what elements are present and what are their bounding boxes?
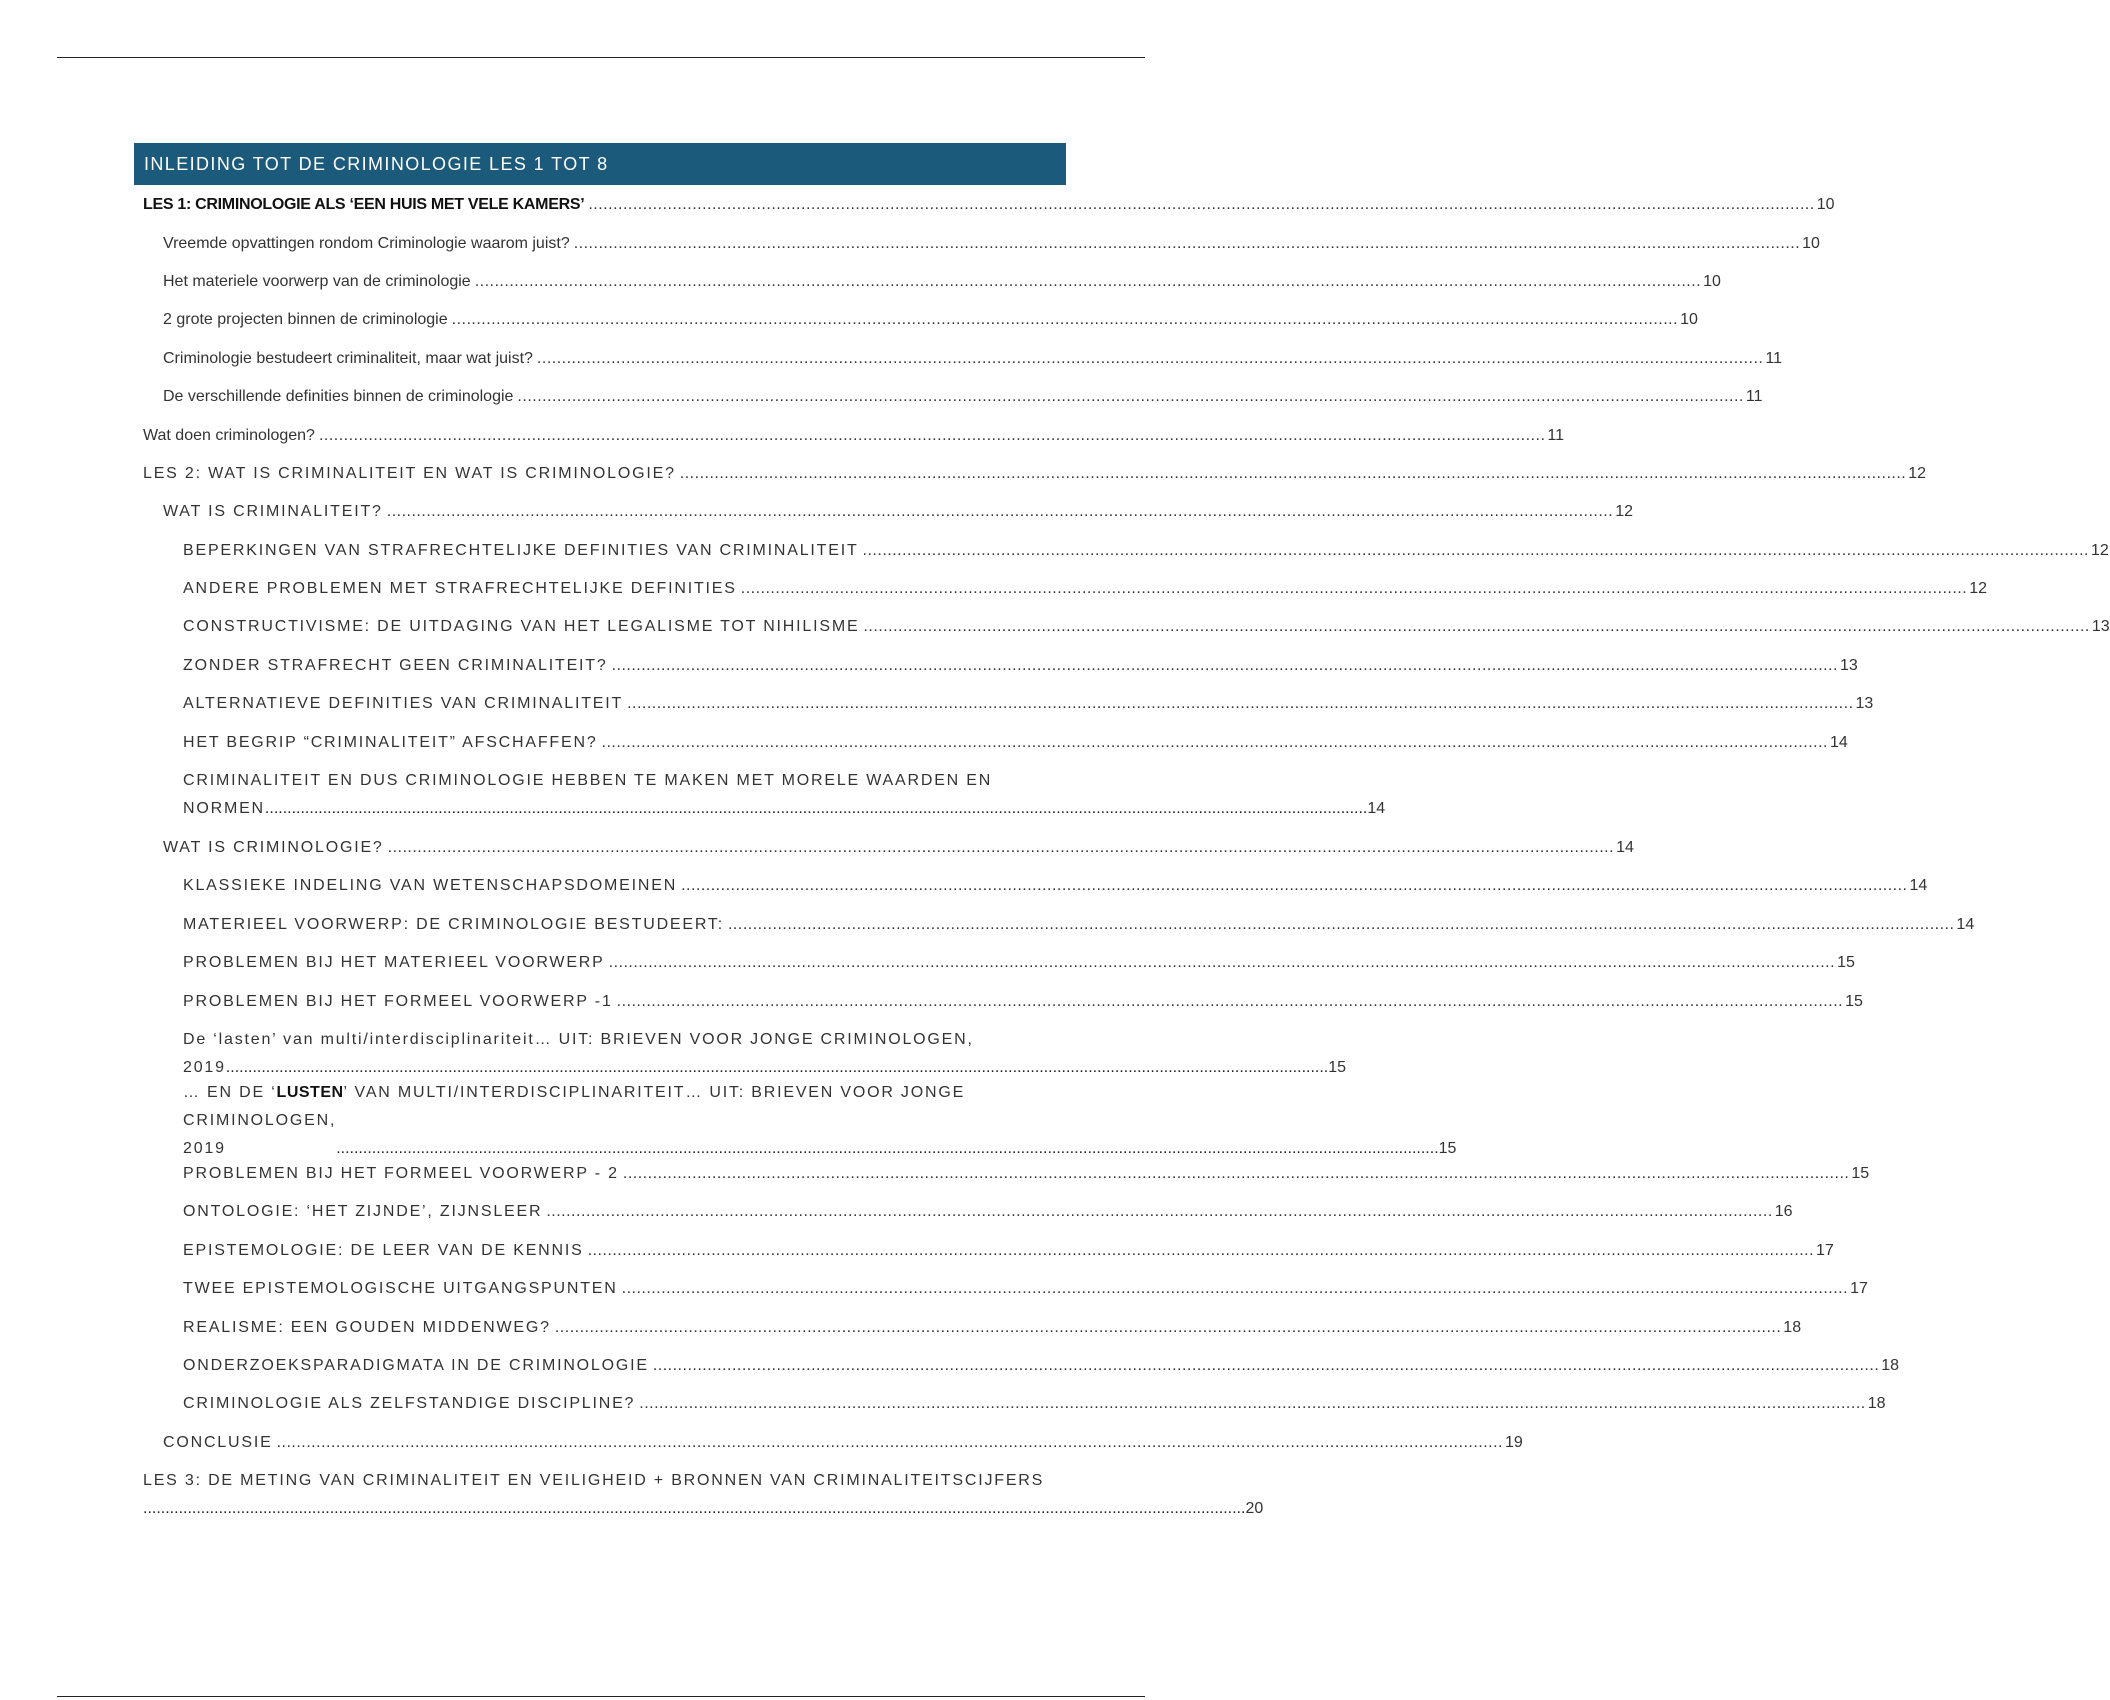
- dot-leader: ........................................................................................................................................................................................................................................................: [517, 388, 1744, 406]
- toc-entry-title: PROBLEMEN BIJ HET FORMEEL VOORWERP - 2: [183, 1165, 619, 1182]
- dot-leader: ........................................................................................................................................................................................................................................................: [627, 695, 1854, 713]
- toc-entry-title-line1: LES 3: DE METING VAN CRIMINALITEIT EN VEILIGHEID + BRONNEN VAN CRIMINALITEITSCIJFERS: [143, 1472, 1045, 1490]
- toc-entry-title: LES 2: WAT IS CRIMINALITEIT EN WAT IS CRIMINOLOGIE?: [143, 464, 676, 482]
- toc-entry-title: Het materiele voorwerp van de criminologie: [163, 272, 471, 290]
- toc-entry-title: ZONDER STRAFRECHT GEEN CRIMINALITEIT?: [183, 656, 608, 674]
- dot-leader: ........................................................................................................................................................................................................................................................: [474, 272, 1702, 290]
- dot-leader: ........................................................................................................................................................................................................................................................: [143, 1500, 1246, 1518]
- dot-leader: ........................................................................................................................................................................................................................................................: [225, 1059, 1329, 1077]
- toc-entry-title: TWEE EPISTEMOLOGISCHE UITGANGSPUNTEN: [183, 1280, 618, 1298]
- toc-entry-page: 18: [1881, 1356, 1900, 1374]
- toc-entry[interactable]: [134, 263, 1721, 301]
- dot-leader: ........................................................................................................................................................................................................................................................: [681, 877, 1908, 895]
- toc-entry[interactable]: [134, 1155, 1870, 1193]
- toc-entry[interactable]: [134, 1021, 1347, 1088]
- toc-entry-title: MATERIEEL VOORWERP: DE CRIMINOLOGIE BESTUDEERT:: [183, 915, 724, 933]
- toc-entry[interactable]: [134, 1347, 1900, 1385]
- toc-entry[interactable]: [134, 570, 1987, 608]
- toc-entry-title: WAT IS CRIMINALITEIT?: [163, 503, 383, 521]
- dot-leader: ........................................................................................................................................................................................................................................................: [276, 1433, 1503, 1451]
- dot-leader: ........................................................................................................................................................................................................................................................: [451, 311, 1679, 329]
- dot-leader: ........................................................................................................................................................................................................................................................: [862, 541, 2089, 559]
- dot-leader: ........................................................................................................................................................................................................................................................: [554, 1318, 1782, 1336]
- toc-entry[interactable]: [134, 186, 1835, 224]
- dot-leader: ........................................................................................................................................................................................................................................................: [546, 1203, 1773, 1221]
- toc-entry-page: 12: [1615, 503, 1633, 521]
- toc-entry[interactable]: [134, 1462, 1264, 1529]
- toc-entry-page: 11: [1765, 349, 1782, 367]
- dot-leader: ........................................................................................................................................................................................................................................................: [652, 1356, 1880, 1374]
- toc-entry-title: Criminologie bestudeert criminaliteit, maar wat juist?: [163, 349, 533, 367]
- toc-entry-page: 17: [1850, 1280, 1868, 1298]
- toc-entry-title: ONTOLOGIE: ‘HET ZIJNDE’, ZIJNSLEER: [183, 1203, 543, 1221]
- dot-leader: ........................................................................................................................................................................................................................................................: [616, 992, 1844, 1010]
- toc-entry-page: 14: [1909, 877, 1928, 895]
- toc-entry-page: 13: [2091, 618, 2110, 636]
- toc-entry[interactable]: [134, 301, 1698, 339]
- toc-entry-title: REALISME: EEN GOUDEN MIDDENWEG?: [183, 1318, 551, 1336]
- toc-entry-page: 15: [1837, 954, 1855, 972]
- toc-entry-title: ONDERZOEKSPARADIGMATA IN DE CRIMINOLOGIE: [183, 1356, 649, 1374]
- toc-entry-page: 11: [1745, 388, 1763, 406]
- toc-entry-page: 10: [1802, 234, 1820, 252]
- toc-entry-page: 10: [1680, 311, 1698, 329]
- toc-entry-title: WAT IS CRIMINOLOGIE?: [163, 839, 384, 857]
- dot-leader: ........................................................................................................................................................................................................................................................: [727, 915, 1955, 933]
- toc-entry-title: Wat doen criminologen?: [143, 426, 315, 444]
- toc-entry[interactable]: [134, 224, 1820, 262]
- dot-leader: ........................................................................................................................................................................................................................................................: [679, 464, 1907, 482]
- toc-entry-page: 18: [1783, 1318, 1802, 1336]
- toc-entry-title: ALTERNATIEVE DEFINITIES VAN CRIMINALITEIT: [183, 695, 624, 713]
- dot-leader: ........................................................................................................................................................................................................................................................: [621, 1280, 1849, 1298]
- dot-leader: ........................................................................................................................................................................................................................................................: [622, 1165, 1850, 1182]
- toc-entry-page: 12: [1969, 580, 1987, 598]
- toc-entry[interactable]: [134, 723, 1848, 761]
- toc-entry-title: 2 grote projecten binnen de criminologie: [163, 311, 448, 329]
- toc-entry-page: 12: [1908, 464, 1927, 482]
- toc-entry-page: 12: [2090, 541, 2109, 559]
- toc-entry-page: 13: [1840, 656, 1858, 674]
- dot-leader: ........................................................................................................................................................................................................................................................: [740, 580, 1968, 598]
- toc-header: INLEIDING TOT DE CRIMINOLOGIE LES 1 TOT 8: [134, 143, 1066, 185]
- toc-entry-page: 15: [1328, 1059, 1347, 1077]
- toc-entry-title-line2: 2019: [183, 1059, 226, 1077]
- toc-entry[interactable]: [134, 944, 1855, 982]
- toc-entry-title: KLASSIEKE INDELING VAN WETENSCHAPSDOMEINEN: [183, 877, 678, 895]
- toc-entry-page: 14: [1956, 915, 1975, 933]
- toc-entry-page: 18: [1867, 1395, 1886, 1413]
- dot-leader: ........................................................................................................................................................................................................................................................: [608, 954, 1836, 972]
- toc-entry-page: 14: [1367, 800, 1386, 818]
- toc-entry[interactable]: [134, 378, 1763, 416]
- toc-entry-title: HET BEGRIP “CRIMINALITEIT” AFSCHAFFEN?: [183, 733, 598, 751]
- dot-leader: ........................................................................................................................................................................................................................................................: [573, 234, 1801, 252]
- dot-leader: ........................................................................................................................................................................................................................................................: [601, 733, 1828, 751]
- toc-entry[interactable]: [134, 532, 2109, 570]
- toc-entry-page: 19: [1505, 1433, 1523, 1451]
- toc-entry-title: CRIMINOLOGIE ALS ZELFSTANDIGE DISCIPLINE?: [183, 1395, 636, 1413]
- toc-entry-page: 10: [1816, 196, 1835, 214]
- toc-entry[interactable]: [134, 493, 1633, 531]
- toc-entry[interactable]: [134, 1308, 1802, 1346]
- toc-entry-title: PROBLEMEN BIJ HET FORMEEL VOORWERP -1: [183, 992, 613, 1010]
- dot-leader: ........................................................................................................................................................................................................................................................: [318, 426, 1546, 444]
- toc-entry[interactable]: [134, 906, 1975, 944]
- toc-entry[interactable]: [134, 1385, 1886, 1423]
- toc-entry[interactable]: [134, 1270, 1868, 1308]
- toc-entry-page: 17: [1816, 1241, 1834, 1259]
- toc-entry[interactable]: [134, 608, 2110, 646]
- toc-entry-title: EPISTEMOLOGIE: DE LEER VAN DE KENNIS: [183, 1241, 584, 1259]
- dot-leader: ........................................................................................................................................................................................................................................................: [611, 656, 1838, 674]
- toc-entry[interactable]: [134, 982, 1863, 1020]
- toc-entry-title: Vreemde opvattingen rondom Criminologie waarom juist?: [163, 234, 570, 252]
- toc-entry[interactable]: [134, 762, 1386, 829]
- toc-entry-title-line1: CRIMINALITEIT EN DUS CRIMINOLOGIE HEBBEN TE MAKEN MET MORELE WAARDEN EN: [183, 772, 993, 790]
- toc-entry-page: 15: [1845, 992, 1863, 1010]
- toc-entry[interactable]: [134, 685, 1874, 723]
- toc-entry-page: 14: [1829, 733, 1848, 751]
- toc-entry-title-emphasis: LUSTEN: [276, 1084, 344, 1102]
- toc-entry[interactable]: [134, 1424, 1523, 1462]
- table-of-contents: [134, 143, 2110, 1529]
- toc-entry-title-line1: De ‘lasten’ van multi/interdisciplinariteit… UIT: BRIEVEN VOOR JONGE CRIMINOLOGEN,: [183, 1031, 974, 1049]
- dot-leader: ........................................................................................................................................................................................................................................................: [387, 839, 1615, 857]
- dot-leader: ........................................................................................................................................................................................................................................................: [336, 1140, 1439, 1158]
- dot-leader: ........................................................................................................................................................................................................................................................: [639, 1395, 1866, 1413]
- dot-leader: ........................................................................................................................................................................................................................................................: [587, 1241, 1815, 1259]
- toc-entry-page: 11: [1547, 426, 1564, 444]
- toc-entry-page: 15: [1438, 1140, 1457, 1158]
- toc-entry[interactable]: [134, 829, 1634, 867]
- toc-entry[interactable]: [134, 1232, 1834, 1270]
- toc-entry[interactable]: [134, 867, 1928, 905]
- toc-entry-title: ANDERE PROBLEMEN MET STRAFRECHTELIJKE DEFINITIES: [183, 580, 737, 598]
- dot-leader: ........................................................................................................................................................................................................................................................: [863, 618, 2090, 636]
- toc-entry-page: 16: [1774, 1203, 1793, 1221]
- toc-entry-title: LES 1: CRIMINOLOGIE ALS ‘EEN HUIS MET VELE KAMERS’: [143, 196, 585, 214]
- toc-entry-title: BEPERKINGEN VAN STRAFRECHTELIJKE DEFINITIES VAN CRIMINALITEIT: [183, 541, 859, 559]
- toc-entry-title-suffix: ’ VAN MULTI/INTERDISCIPLINARITEIT… UIT: BRIEVEN VOOR JONGE: [343, 1084, 966, 1102]
- dot-leader: ........................................................................................................................................................................................................................................................: [588, 196, 1815, 214]
- toc-entry-title-prefix: … EN DE ‘: [183, 1084, 277, 1102]
- toc-entry-title: De verschillende definities binnen de criminologie: [163, 388, 514, 406]
- toc-entry-page: 15: [1851, 1165, 1870, 1182]
- toc-entry[interactable]: [134, 1084, 1457, 1158]
- toc-entry[interactable]: [134, 647, 1858, 685]
- dot-leader: ........................................................................................................................................................................................................................................................: [386, 503, 1614, 521]
- toc-entry-title: PROBLEMEN BIJ HET MATERIEEL VOORWERP: [183, 954, 605, 972]
- page-top-rule: [57, 57, 1145, 58]
- toc-entry-page: 20: [1245, 1500, 1264, 1518]
- toc-entry[interactable]: [134, 1193, 1793, 1231]
- toc-entry-title-line2: CRIMINOLOGEN, 2019: [183, 1112, 337, 1158]
- toc-entry-title: CONCLUSIE: [163, 1433, 273, 1451]
- toc-entry[interactable]: [134, 340, 1782, 378]
- toc-entry[interactable]: [134, 416, 1564, 454]
- dot-leader: ........................................................................................................................................................................................................................................................: [264, 800, 1368, 818]
- toc-entry-page: 13: [1855, 695, 1874, 713]
- toc-entry[interactable]: [134, 455, 1927, 493]
- toc-entry-title: CONSTRUCTIVISME: DE UITDAGING VAN HET LEGALISME TOT NIHILISME: [183, 618, 860, 636]
- dot-leader: ........................................................................................................................................................................................................................................................: [536, 349, 1764, 367]
- toc-entry-page: 10: [1703, 272, 1721, 290]
- toc-entry-title-line2: NORMEN: [183, 800, 265, 818]
- toc-entry-page: 14: [1616, 839, 1634, 857]
- page-bottom-rule: [57, 1696, 1145, 1697]
